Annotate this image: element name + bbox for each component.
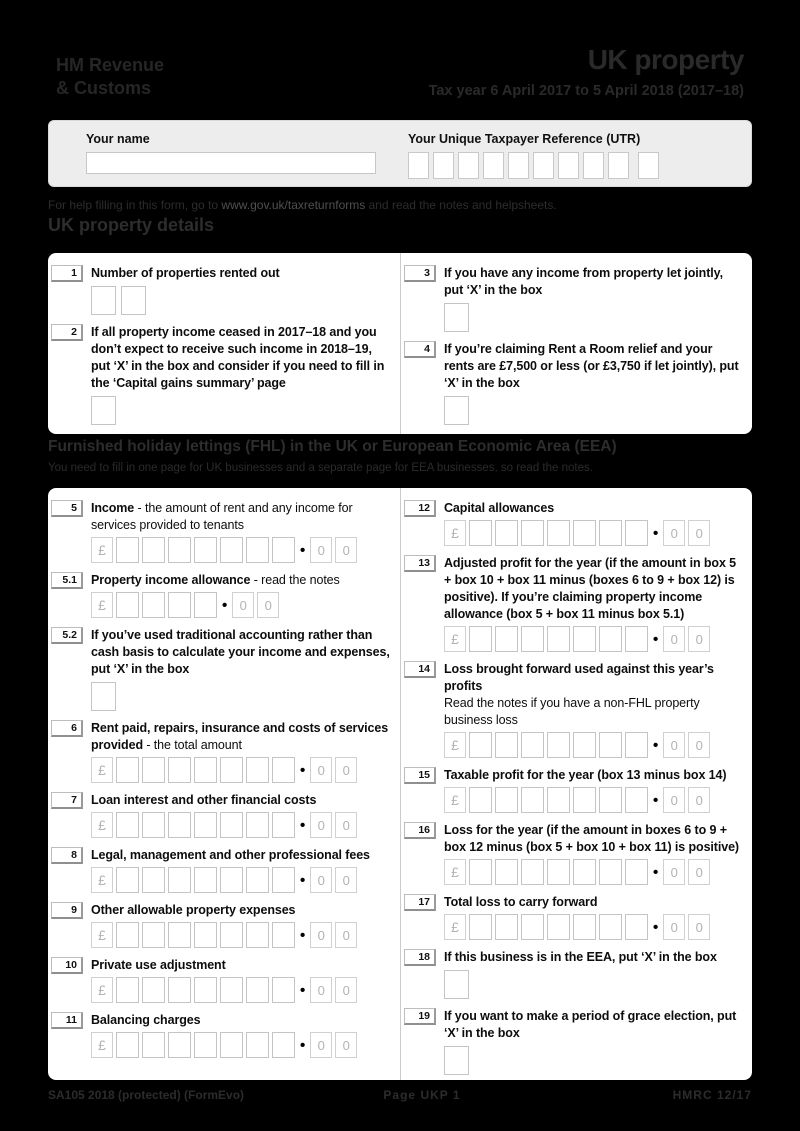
decimal-point: • <box>300 981 306 999</box>
digit-box[interactable] <box>121 286 146 315</box>
amount-digit-box[interactable] <box>573 626 596 652</box>
question-box-7 <box>51 792 392 838</box>
question-note: Read the notes if you have a non-FHL property business loss <box>444 696 700 727</box>
pence-zero-box: 0 <box>663 914 685 940</box>
question-box-2 <box>51 324 392 425</box>
decimal-point: • <box>300 1036 306 1054</box>
amount-digit-box[interactable] <box>272 812 295 838</box>
question-box-1 <box>51 265 392 315</box>
footer-form-id: SA105 2018 (protected) (FormEvo) <box>48 1088 245 1102</box>
amount-digit-box[interactable] <box>495 914 518 940</box>
amount-digit-box[interactable] <box>469 914 492 940</box>
amount-digit-box[interactable] <box>142 977 165 1003</box>
tax-year-subtitle: Tax year 6 April 2017 to 5 April 2018 (2017–18) <box>428 83 744 99</box>
question-label: Legal, management and other professional fees <box>91 848 370 862</box>
amount-digit-box[interactable] <box>246 1032 269 1058</box>
pence-zero-box: 0 <box>335 922 357 948</box>
pence-zero-box: 0 <box>663 626 685 652</box>
question-label: Loss brought forward used against this year’s profits <box>444 662 714 693</box>
checkbox-row <box>91 682 392 711</box>
amount-digit-box[interactable] <box>220 922 243 948</box>
pence-zero-box: 0 <box>335 977 357 1003</box>
utr-digit-box[interactable] <box>508 152 529 179</box>
amount-digit-box[interactable] <box>194 592 217 618</box>
amount-digit-box[interactable] <box>194 1032 217 1058</box>
utr-digit-box[interactable] <box>583 152 604 179</box>
pound-sign: £ <box>91 1032 113 1058</box>
amount-digit-box[interactable] <box>599 520 622 546</box>
amount-digit-box[interactable] <box>142 812 165 838</box>
pound-sign: £ <box>91 977 113 1003</box>
box-number: 5.2 <box>51 627 83 644</box>
amount-digit-box[interactable] <box>246 537 269 563</box>
pence-zero-box: 0 <box>688 914 710 940</box>
amount-digit-box[interactable] <box>625 520 648 546</box>
pence-zero-box: 0 <box>232 592 254 618</box>
box-number: 15 <box>404 767 436 784</box>
utr-label: Your Unique Taxpayer Reference (UTR) <box>408 132 641 146</box>
amount-input <box>91 867 392 893</box>
amount-input <box>444 626 744 652</box>
amount-digit-box[interactable] <box>272 977 295 1003</box>
utr-digit-box[interactable] <box>458 152 479 179</box>
question-label: If this business is in the EEA, put ‘X’ in the box <box>444 950 717 964</box>
amount-digit-box[interactable] <box>116 812 139 838</box>
box-number: 8 <box>51 847 83 864</box>
pence-zero-box: 0 <box>335 867 357 893</box>
pound-sign: £ <box>91 812 113 838</box>
pence-zero-box: 0 <box>335 757 357 783</box>
checkbox-row <box>444 1046 744 1075</box>
your-name-group <box>86 132 408 186</box>
x-checkbox[interactable] <box>444 303 469 332</box>
question-box-5.1 <box>51 572 392 618</box>
amount-input <box>444 914 744 940</box>
pence-zero-box: 0 <box>688 859 710 885</box>
pence-zero-box: 0 <box>335 537 357 563</box>
pound-sign: £ <box>91 867 113 893</box>
decimal-point: • <box>653 791 659 809</box>
amount-input <box>91 537 392 563</box>
decimal-point: • <box>653 524 659 542</box>
amount-digit-box[interactable] <box>116 757 139 783</box>
amount-digit-box[interactable] <box>220 1032 243 1058</box>
amount-digit-box[interactable] <box>469 520 492 546</box>
question-box-5 <box>51 500 392 563</box>
utr-digit-box[interactable] <box>408 152 429 179</box>
question-label: Taxable profit for the year (box 13 minus box 14) <box>444 768 727 782</box>
fhl-panel <box>48 488 752 1080</box>
decimal-point: • <box>653 918 659 936</box>
checkbox-row <box>444 396 744 425</box>
question-label: Capital allowances <box>444 501 555 515</box>
x-checkbox[interactable] <box>444 970 469 999</box>
panel1-right-column <box>400 253 752 434</box>
hmrc-logo-line2: & Customs <box>56 78 152 98</box>
question-box-3 <box>404 265 744 332</box>
question-box-4 <box>404 341 744 425</box>
question-box-8 <box>51 847 392 893</box>
panel1-left-column <box>48 253 400 434</box>
amount-digit-box[interactable] <box>495 787 518 813</box>
question-label: If you have any income from property let jointly, put ‘X’ in the box <box>444 266 723 297</box>
amount-digit-box[interactable] <box>469 732 492 758</box>
amount-digit-box[interactable] <box>116 977 139 1003</box>
amount-digit-box[interactable] <box>547 626 570 652</box>
box-number: 9 <box>51 902 83 919</box>
checkbox-row <box>91 396 392 425</box>
question-box-11 <box>51 1012 392 1058</box>
box-number: 19 <box>404 1008 436 1025</box>
pence-zero-box: 0 <box>663 520 685 546</box>
question-label: Number of properties rented out <box>91 266 280 280</box>
section-title-uk-property-details: UK property details <box>48 215 215 235</box>
decimal-point: • <box>300 816 306 834</box>
pound-sign: £ <box>444 520 466 546</box>
box-number: 17 <box>404 894 436 911</box>
question-label: Income - the amount of rent and any income for services provided to tenants <box>91 501 353 532</box>
question-box-5.2 <box>51 627 392 711</box>
amount-digit-box[interactable] <box>272 757 295 783</box>
amount-digit-box[interactable] <box>547 520 570 546</box>
box-number: 10 <box>51 957 83 974</box>
amount-digit-box[interactable] <box>521 859 544 885</box>
amount-digit-box[interactable] <box>573 914 596 940</box>
amount-digit-box[interactable] <box>599 859 622 885</box>
amount-digit-box[interactable] <box>142 592 165 618</box>
amount-input <box>91 592 392 618</box>
digit-box[interactable] <box>91 286 116 315</box>
pence-zero-box: 0 <box>310 757 332 783</box>
amount-digit-box[interactable] <box>168 537 191 563</box>
question-label: If you’ve used traditional accounting rather than cash basis to calculate your income and expenses, put ‘X’ in the box <box>91 628 390 676</box>
amount-digit-box[interactable] <box>469 626 492 652</box>
box-number: 11 <box>51 1012 83 1029</box>
amount-digit-box[interactable] <box>599 626 622 652</box>
amount-input <box>91 812 392 838</box>
amount-digit-box[interactable] <box>116 867 139 893</box>
amount-digit-box[interactable] <box>168 867 191 893</box>
question-box-14 <box>404 661 744 758</box>
pence-zero-box: 0 <box>310 867 332 893</box>
amount-digit-box[interactable] <box>220 812 243 838</box>
page-title: UK property <box>587 44 744 75</box>
box-number: 18 <box>404 949 436 966</box>
amount-digit-box[interactable] <box>272 1032 295 1058</box>
pence-zero-box: 0 <box>688 520 710 546</box>
utr-group <box>408 132 659 186</box>
question-box-15 <box>404 767 744 813</box>
pound-sign: £ <box>91 537 113 563</box>
question-box-18 <box>404 949 744 999</box>
pence-zero-box: 0 <box>335 1032 357 1058</box>
amount-digit-box[interactable] <box>272 922 295 948</box>
box-number: 5.1 <box>51 572 83 589</box>
amount-digit-box[interactable] <box>469 787 492 813</box>
amount-digit-box[interactable] <box>625 787 648 813</box>
amount-digit-box[interactable] <box>246 812 269 838</box>
amount-digit-box[interactable] <box>495 859 518 885</box>
decimal-point: • <box>300 761 306 779</box>
question-box-19 <box>404 1008 744 1075</box>
utr-digit-box[interactable] <box>608 152 629 179</box>
pence-zero-box: 0 <box>663 732 685 758</box>
amount-digit-box[interactable] <box>547 859 570 885</box>
question-label: If you’re claiming Rent a Room relief and your rents are £7,500 or less (or £3,750 if let jointly), put ‘X’ in the box <box>444 342 739 390</box>
amount-digit-box[interactable] <box>547 732 570 758</box>
question-label: Property income allowance - read the notes <box>91 573 340 587</box>
amount-digit-box[interactable] <box>272 867 295 893</box>
decimal-point: • <box>300 871 306 889</box>
box-number: 7 <box>51 792 83 809</box>
box-number: 3 <box>404 265 436 282</box>
question-label: If all property income ceased in 2017–18 and you don’t expect to receive such income in 2018–19, put ‘X’ in the box and consider if you need to fill in the ‘Capital gains summary’ page <box>91 325 385 390</box>
pound-sign: £ <box>444 626 466 652</box>
pound-sign: £ <box>444 732 466 758</box>
amount-digit-box[interactable] <box>116 1032 139 1058</box>
uk-property-details-panel <box>48 253 752 434</box>
question-label: Loan interest and other financial costs <box>91 793 317 807</box>
help-text-suffix: and read the notes and helpsheets. <box>365 198 557 212</box>
decimal-point: • <box>653 863 659 881</box>
amount-input <box>444 859 744 885</box>
question-box-12 <box>404 500 744 546</box>
amount-digit-box[interactable] <box>495 732 518 758</box>
pound-sign: £ <box>444 914 466 940</box>
amount-input <box>91 922 392 948</box>
panel2-right-column <box>400 488 752 1080</box>
amount-input <box>91 1032 392 1058</box>
amount-digit-box[interactable] <box>625 859 648 885</box>
pound-sign: £ <box>91 592 113 618</box>
amount-input <box>91 977 392 1003</box>
your-name-label: Your name <box>86 132 150 146</box>
amount-digit-box[interactable] <box>599 914 622 940</box>
footer-page-number: Page UKP 1 <box>383 1088 461 1102</box>
amount-digit-box[interactable] <box>142 757 165 783</box>
checkbox-row <box>91 286 392 315</box>
amount-digit-box[interactable] <box>573 732 596 758</box>
amount-digit-box[interactable] <box>220 537 243 563</box>
amount-digit-box[interactable] <box>547 787 570 813</box>
amount-digit-box[interactable] <box>495 626 518 652</box>
amount-digit-box[interactable] <box>168 757 191 783</box>
amount-digit-box[interactable] <box>521 520 544 546</box>
decimal-point: • <box>222 596 228 614</box>
amount-digit-box[interactable] <box>168 812 191 838</box>
pence-zero-box: 0 <box>335 812 357 838</box>
box-number: 14 <box>404 661 436 678</box>
question-box-13 <box>404 555 744 652</box>
box-number: 6 <box>51 720 83 737</box>
amount-digit-box[interactable] <box>220 867 243 893</box>
utr-digit-box[interactable] <box>533 152 554 179</box>
question-label: Total loss to carry forward <box>444 895 598 909</box>
hmrc-logo-line1: HM Revenue <box>56 55 165 75</box>
help-text-prefix: For help filling in this form, go to <box>48 198 222 212</box>
amount-input <box>91 757 392 783</box>
amount-digit-box[interactable] <box>246 977 269 1003</box>
amount-digit-box[interactable] <box>194 537 217 563</box>
pence-zero-box: 0 <box>688 787 710 813</box>
amount-digit-box[interactable] <box>573 520 596 546</box>
pence-zero-box: 0 <box>688 626 710 652</box>
pound-sign: £ <box>91 922 113 948</box>
amount-digit-box[interactable] <box>599 787 622 813</box>
question-label: If you want to make a period of grace election, put ‘X’ in the box <box>444 1009 737 1040</box>
question-box-10 <box>51 957 392 1003</box>
page-footer <box>48 1088 752 1102</box>
question-box-6 <box>51 720 392 783</box>
utr-digit-box[interactable] <box>433 152 454 179</box>
question-label: Rent paid, repairs, insurance and costs of services provided - the total amount <box>91 721 389 752</box>
amount-digit-box[interactable] <box>142 1032 165 1058</box>
amount-digit-box[interactable] <box>168 977 191 1003</box>
question-label: Private use adjustment <box>91 958 226 972</box>
amount-digit-box[interactable] <box>495 520 518 546</box>
x-checkbox[interactable] <box>91 396 116 425</box>
x-checkbox[interactable] <box>91 682 116 711</box>
question-label: Other allowable property expenses <box>91 903 296 917</box>
utr-digit-box[interactable] <box>558 152 579 179</box>
decimal-point: • <box>300 541 306 559</box>
pence-zero-box: 0 <box>310 922 332 948</box>
amount-digit-box[interactable] <box>272 537 295 563</box>
decimal-point: • <box>653 630 659 648</box>
amount-digit-box[interactable] <box>220 757 243 783</box>
pence-zero-box: 0 <box>310 537 332 563</box>
amount-digit-box[interactable] <box>246 757 269 783</box>
amount-digit-box[interactable] <box>194 757 217 783</box>
x-checkbox[interactable] <box>444 1046 469 1075</box>
pound-sign: £ <box>444 787 466 813</box>
amount-digit-box[interactable] <box>142 922 165 948</box>
utr-input[interactable] <box>408 152 659 179</box>
box-number: 13 <box>404 555 436 572</box>
panel2-left-column <box>48 488 400 1080</box>
amount-digit-box[interactable] <box>246 922 269 948</box>
amount-digit-box[interactable] <box>547 914 570 940</box>
question-box-9 <box>51 902 392 948</box>
utr-digit-box[interactable] <box>638 152 659 179</box>
amount-digit-box[interactable] <box>521 914 544 940</box>
amount-input <box>444 787 744 813</box>
amount-digit-box[interactable] <box>194 867 217 893</box>
amount-input <box>444 520 744 546</box>
question-label: Loss for the year (if the amount in boxes 6 to 9 + box 12 minus (box 5 + box 10 + box 11) is positive) <box>444 823 739 854</box>
question-box-16 <box>404 822 744 885</box>
amount-digit-box[interactable] <box>168 592 191 618</box>
x-checkbox[interactable] <box>444 396 469 425</box>
pound-sign: £ <box>91 757 113 783</box>
amount-input <box>444 732 744 758</box>
amount-digit-box[interactable] <box>194 977 217 1003</box>
amount-digit-box[interactable] <box>625 626 648 652</box>
pence-zero-box: 0 <box>663 859 685 885</box>
amount-digit-box[interactable] <box>521 787 544 813</box>
amount-digit-box[interactable] <box>625 732 648 758</box>
amount-digit-box[interactable] <box>116 922 139 948</box>
amount-digit-box[interactable] <box>116 537 139 563</box>
identity-panel <box>48 120 752 187</box>
form-titles <box>429 44 744 99</box>
pence-zero-box: 0 <box>257 592 279 618</box>
amount-digit-box[interactable] <box>194 812 217 838</box>
question-label: Balancing charges <box>91 1013 201 1027</box>
hmrc-logo <box>56 54 164 100</box>
amount-digit-box[interactable] <box>194 922 217 948</box>
question-label: Adjusted profit for the year (if the amount in box 5 + box 10 + box 11 minus (boxes 6 to 9 + box 12) is positive). If you’re claiming property income allowance (box 5 + box 11 minus box 5.1) <box>444 556 737 621</box>
pence-zero-box: 0 <box>688 732 710 758</box>
checkbox-row <box>444 303 744 332</box>
pence-zero-box: 0 <box>310 977 332 1003</box>
box-number: 5 <box>51 500 83 517</box>
amount-digit-box[interactable] <box>246 867 269 893</box>
checkbox-row <box>444 970 744 999</box>
help-text <box>48 198 557 212</box>
question-box-17 <box>404 894 744 940</box>
amount-digit-box[interactable] <box>521 626 544 652</box>
box-number: 16 <box>404 822 436 839</box>
decimal-point: • <box>653 736 659 754</box>
amount-digit-box[interactable] <box>599 732 622 758</box>
amount-digit-box[interactable] <box>142 537 165 563</box>
amount-digit-box[interactable] <box>573 787 596 813</box>
footer-hmrc-ref: HMRC 12/17 <box>672 1088 752 1102</box>
section-title-fhl: Furnished holiday lettings (FHL) in the UK or European Economic Area (EEA) <box>48 438 617 455</box>
amount-digit-box[interactable] <box>168 922 191 948</box>
amount-digit-box[interactable] <box>220 977 243 1003</box>
box-number: 2 <box>51 324 83 341</box>
amount-digit-box[interactable] <box>573 859 596 885</box>
pence-zero-box: 0 <box>663 787 685 813</box>
decimal-point: • <box>300 926 306 944</box>
taxreturnforms-link[interactable]: www.gov.uk/taxreturnforms <box>221 198 366 212</box>
pound-sign: £ <box>444 859 466 885</box>
pence-zero-box: 0 <box>310 1032 332 1058</box>
amount-digit-box[interactable] <box>469 859 492 885</box>
amount-digit-box[interactable] <box>116 592 139 618</box>
section-subtitle-fhl: You need to fill in one page for UK businesses and a separate page for EEA businesses, so read the notes. <box>48 462 593 474</box>
box-number: 1 <box>51 265 83 282</box>
utr-digit-box[interactable] <box>483 152 504 179</box>
box-number: 4 <box>404 341 436 358</box>
your-name-input[interactable] <box>86 152 376 174</box>
amount-digit-box[interactable] <box>142 867 165 893</box>
amount-digit-box[interactable] <box>625 914 648 940</box>
amount-digit-box[interactable] <box>521 732 544 758</box>
amount-digit-box[interactable] <box>168 1032 191 1058</box>
pence-zero-box: 0 <box>310 812 332 838</box>
box-number: 12 <box>404 500 436 517</box>
